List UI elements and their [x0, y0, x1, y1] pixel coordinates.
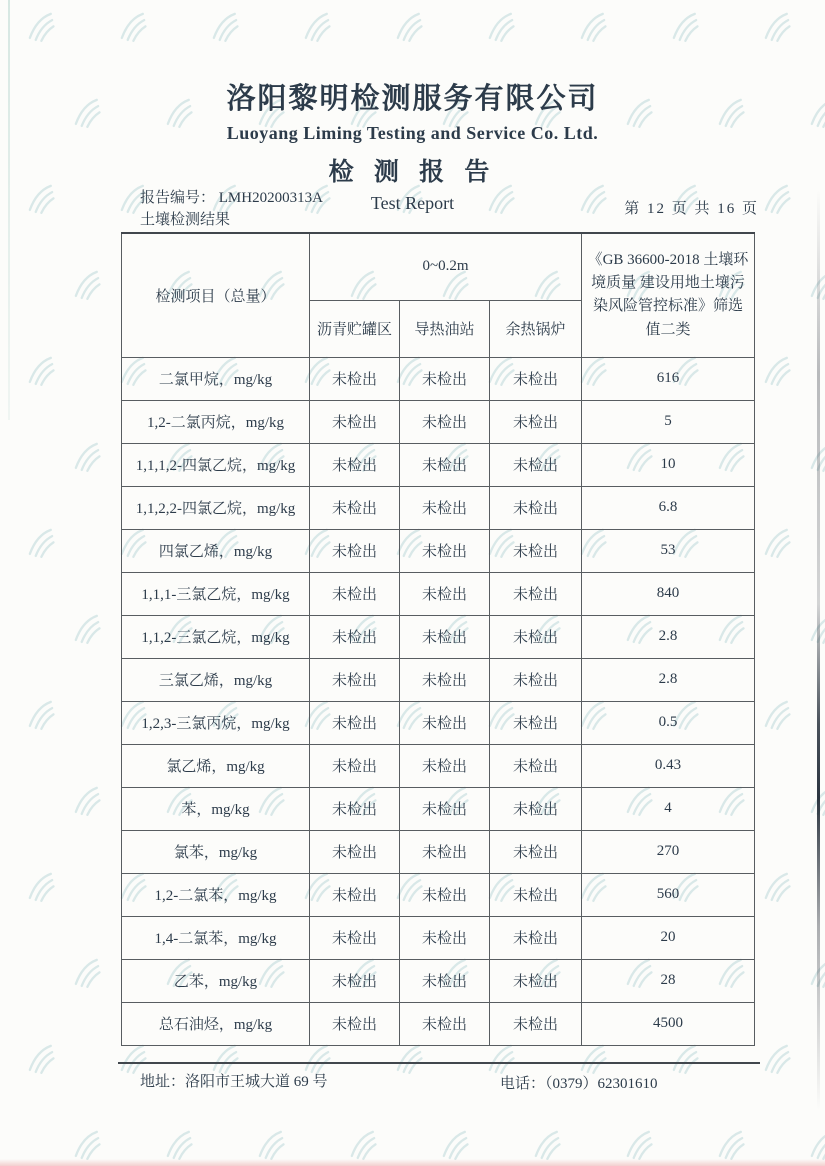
analyte-name: 1,1,1-三氯乙烷，mg/kg [122, 572, 310, 615]
depth-header: 0~0.2m [310, 233, 582, 300]
result-cell: 未检出 [400, 357, 490, 400]
analyte-name: 1,4-二氯苯，mg/kg [122, 916, 310, 959]
watermark-icon [67, 611, 107, 651]
limit-value: 4500 [582, 1002, 755, 1045]
report-title-en: Test Report [370, 193, 455, 213]
watermark-icon [481, 9, 521, 49]
watermark-icon [21, 525, 61, 565]
result-cell: 未检出 [310, 787, 400, 830]
watermark-icon [67, 783, 107, 823]
report-number-value: LMH20200313A [218, 190, 323, 206]
location-header-asphalt-tank: 沥青贮罐区 [310, 300, 400, 357]
result-cell: 未检出 [490, 830, 582, 873]
company-name-cn: 洛阳黎明检测服务有限公司 [226, 83, 599, 115]
result-cell: 未检出 [400, 787, 490, 830]
analyte-name: 二氯甲烷，mg/kg [122, 357, 310, 400]
watermark-icon [389, 9, 429, 49]
result-cell: 未检出 [490, 443, 582, 486]
analyte-name: 1,1,1,2-四氯乙烷，mg/kg [122, 443, 310, 486]
result-cell: 未检出 [490, 916, 582, 959]
table-row [122, 443, 755, 486]
result-cell: 未检出 [400, 701, 490, 744]
table-row [122, 1002, 755, 1045]
limit-value: 0.43 [582, 744, 755, 787]
result-cell: 未检出 [490, 1002, 582, 1045]
table-row [122, 916, 755, 959]
company-name-en: Luoyang Liming Testing and Service Co. Ltd. [226, 123, 599, 143]
result-cell: 未检出 [490, 959, 582, 1002]
table-row [122, 701, 755, 744]
result-cell: 未检出 [400, 658, 490, 701]
watermark-icon [113, 9, 153, 49]
result-cell: 未检出 [400, 400, 490, 443]
table-row [122, 400, 755, 443]
watermark-icon [757, 353, 797, 393]
watermark-icon [389, 1041, 429, 1081]
footer-divider [118, 1062, 760, 1064]
section-title: 土壤检测结果 [140, 211, 231, 228]
watermark-icon [665, 9, 705, 49]
result-cell: 未检出 [490, 400, 582, 443]
result-cell: 未检出 [310, 658, 400, 701]
item-column-header: 检测项目（总量） [122, 233, 310, 357]
result-cell: 未检出 [490, 787, 582, 830]
result-cell: 未检出 [400, 830, 490, 873]
report-number-label: 报告编号： [140, 190, 216, 206]
limit-value: 20 [582, 916, 755, 959]
document-header [0, 76, 825, 214]
result-cell: 未检出 [310, 615, 400, 658]
table-row [122, 830, 755, 873]
result-cell: 未检出 [400, 443, 490, 486]
table-row [122, 658, 755, 701]
watermark-icon [757, 1041, 797, 1081]
result-cell: 未检出 [310, 443, 400, 486]
limit-value: 4 [582, 787, 755, 830]
limit-value: 2.8 [582, 615, 755, 658]
watermark-icon [21, 9, 61, 49]
standard-column-header: 《GB 36600-2018 土壤环境质量 建设用地土壤污染风险管控标准》筛选值二类 [582, 233, 755, 357]
result-cell: 未检出 [310, 701, 400, 744]
limit-value: 28 [582, 959, 755, 1002]
watermark-icon [803, 783, 825, 823]
result-cell: 未检出 [400, 916, 490, 959]
analyte-name: 四氯乙烯，mg/kg [122, 529, 310, 572]
result-cell: 未检出 [310, 959, 400, 1002]
analyte-name: 1,2,3-三氯丙烷，mg/kg [122, 701, 310, 744]
result-cell: 未检出 [490, 572, 582, 615]
result-cell: 未检出 [490, 615, 582, 658]
result-cell: 未检出 [310, 744, 400, 787]
result-cell: 未检出 [490, 873, 582, 916]
result-cell: 未检出 [490, 529, 582, 572]
watermark-icon [665, 1041, 705, 1081]
watermark-icon [297, 9, 337, 49]
table-row [122, 486, 755, 529]
result-cell: 未检出 [490, 701, 582, 744]
footer-address: 地址：洛阳市王城大道 69 号 [140, 1074, 328, 1090]
watermark-icon [803, 267, 825, 307]
table-row [122, 744, 755, 787]
table-row [122, 615, 755, 658]
table-header-row-1 [122, 233, 755, 300]
watermark-icon [803, 439, 825, 479]
watermark-icon [21, 697, 61, 737]
watermark-icon [67, 439, 107, 479]
limit-value: 616 [582, 357, 755, 400]
footer-phone: 电话：（0379）62301610 [500, 1076, 658, 1092]
result-cell: 未检出 [400, 744, 490, 787]
page-number: 第 12 页 共 16 页 [624, 201, 759, 217]
limit-value: 5 [582, 400, 755, 443]
limit-value: 560 [582, 873, 755, 916]
table-row [122, 959, 755, 1002]
analyte-name: 1,1,2,2-四氯乙烷，mg/kg [122, 486, 310, 529]
result-cell: 未检出 [400, 486, 490, 529]
analyte-name: 三氯乙烯，mg/kg [122, 658, 310, 701]
watermark-icon [21, 353, 61, 393]
limit-value: 0.5 [582, 701, 755, 744]
result-cell: 未检出 [310, 400, 400, 443]
result-cell: 未检出 [490, 658, 582, 701]
limit-value: 6.8 [582, 486, 755, 529]
result-cell: 未检出 [310, 1002, 400, 1045]
analyte-name: 1,2-二氯丙烷，mg/kg [122, 400, 310, 443]
result-cell: 未检出 [310, 830, 400, 873]
analyte-name: 乙苯，mg/kg [122, 959, 310, 1002]
report-number-line [140, 188, 323, 210]
watermark-icon [21, 869, 61, 909]
limit-value: 840 [582, 572, 755, 615]
table-row [122, 357, 755, 400]
report-meta [140, 188, 323, 232]
result-cell: 未检出 [310, 529, 400, 572]
result-cell: 未检出 [400, 572, 490, 615]
result-cell: 未检出 [310, 486, 400, 529]
analyte-name: 1,1,2-三氯乙烷，mg/kg [122, 615, 310, 658]
result-cell: 未检出 [400, 529, 490, 572]
result-cell: 未检出 [400, 615, 490, 658]
watermark-icon [757, 525, 797, 565]
result-cell: 未检出 [400, 959, 490, 1002]
analyte-name: 总石油烃，mg/kg [122, 1002, 310, 1045]
limit-value: 270 [582, 830, 755, 873]
watermark-icon [757, 869, 797, 909]
table-row [122, 529, 755, 572]
table-row [122, 873, 755, 916]
location-header-oil-station: 导热油站 [400, 300, 490, 357]
result-cell: 未检出 [490, 357, 582, 400]
table-row [122, 787, 755, 830]
watermark-icon [803, 611, 825, 651]
limit-value: 53 [582, 529, 755, 572]
watermark-icon [67, 267, 107, 307]
report-title-cn: 检 测 报 告 [328, 159, 497, 186]
scan-edge-right [817, 190, 820, 1110]
analyte-name: 氯乙烯，mg/kg [122, 744, 310, 787]
limit-value: 10 [582, 443, 755, 486]
analyte-name: 苯，mg/kg [122, 787, 310, 830]
limit-value: 2.8 [582, 658, 755, 701]
result-cell: 未检出 [310, 357, 400, 400]
watermark-icon [803, 955, 825, 995]
result-cell: 未检出 [400, 1002, 490, 1045]
result-cell: 未检出 [310, 572, 400, 615]
watermark-icon [67, 955, 107, 995]
result-cell: 未检出 [490, 486, 582, 529]
watermark-icon [757, 697, 797, 737]
result-cell: 未检出 [400, 873, 490, 916]
result-cell: 未检出 [310, 873, 400, 916]
watermark-icon [757, 9, 797, 49]
soil-results-table [121, 232, 755, 1046]
table-row [122, 572, 755, 615]
location-header-waste-heat-boiler: 余热锅炉 [490, 300, 582, 357]
result-cell: 未检出 [490, 744, 582, 787]
scan-edge-bottom [0, 1159, 825, 1166]
watermark-icon [205, 9, 245, 49]
analyte-name: 氯苯，mg/kg [122, 830, 310, 873]
watermark-icon [573, 9, 613, 49]
result-cell: 未检出 [310, 916, 400, 959]
analyte-name: 1,2-二氯苯，mg/kg [122, 873, 310, 916]
watermark-icon [21, 1041, 61, 1081]
